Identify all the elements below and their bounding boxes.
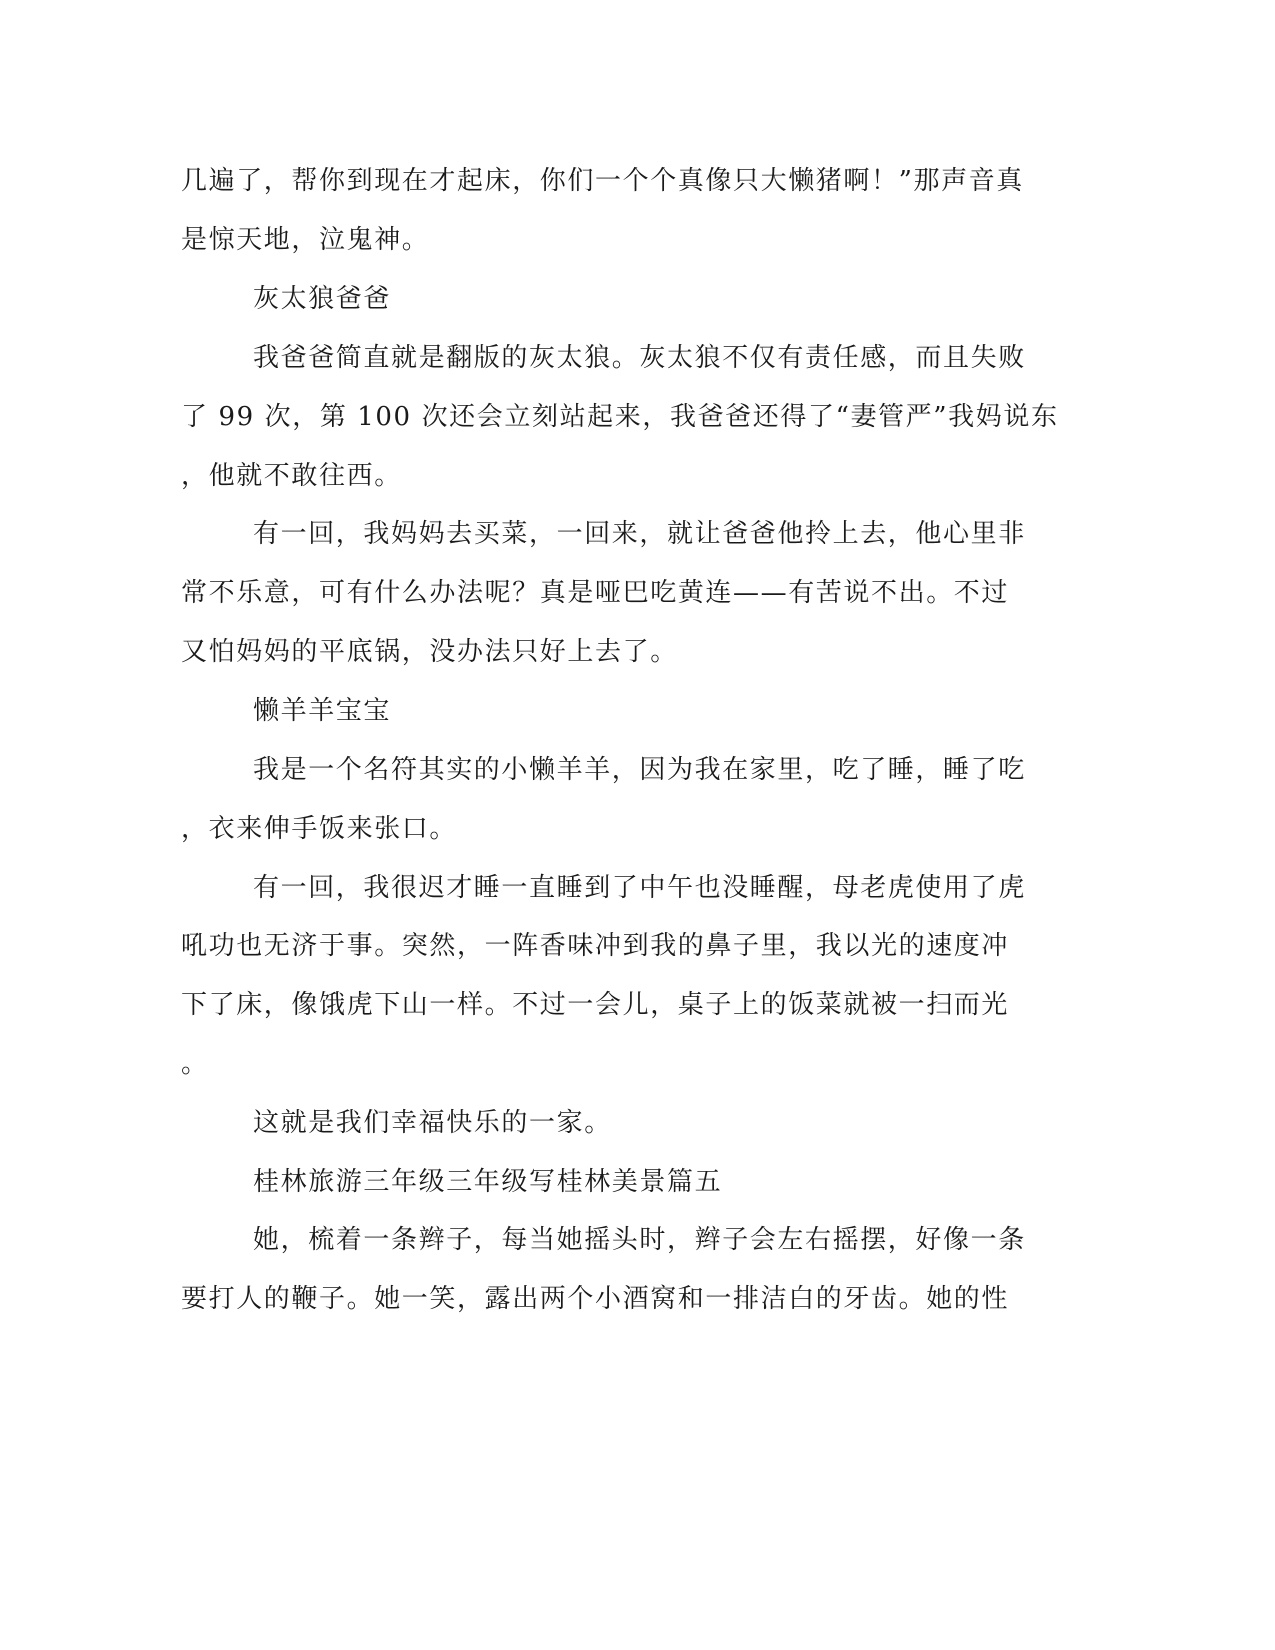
text-line: 了 99 次，第 100 次还会立刻站起来，我爸爸还得了“妻管严”我妈说东 [181, 402, 1059, 432]
text-line: 我爸爸简直就是翻版的灰太狼。灰太狼不仅有责任感，而且失败 [253, 343, 1026, 373]
text-line: 常不乐意，可有什么办法呢？真是哑巴吃黄连——有苦说不出。不过 [181, 578, 1010, 608]
text-line: 吼功也无济于事。突然，一阵香味冲到我的鼻子里，我以光的速度冲 [181, 931, 1010, 961]
section-heading: 桂林旅游三年级三年级写桂林美景篇五 [253, 1167, 723, 1197]
text-line: 有一回，我很迟才睡一直睡到了中午也没睡醒，母老虎使用了虎 [253, 873, 1026, 903]
section-heading: 懒羊羊宝宝 [253, 696, 392, 726]
text-line: 要打人的鞭子。她一笑，露出两个小酒窝和一排洁白的牙齿。她的性 [181, 1284, 1010, 1314]
text-line: 。 [181, 1049, 209, 1079]
text-line: 下了床，像饿虎下山一样。不过一会儿，桌子上的饭菜就被一扫而光 [181, 990, 1010, 1020]
text-line: ，他就不敢往西。 [181, 461, 402, 491]
text-line: ，衣来伸手饭来张口。 [181, 814, 458, 844]
text-line: 是惊天地，泣鬼神。 [181, 225, 430, 255]
text-line: 有一回，我妈妈去买菜，一回来，就让爸爸他拎上去，他心里非 [253, 519, 1026, 549]
text-line: 我是一个名符其实的小懒羊羊，因为我在家里，吃了睡，睡了吃 [253, 755, 1026, 785]
text-line: 又怕妈妈的平底锅，没办法只好上去了。 [181, 637, 678, 667]
text-line: 她，梳着一条辫子，每当她摇头时，辫子会左右摇摆，好像一条 [253, 1225, 1026, 1255]
section-heading: 灰太狼爸爸 [253, 284, 392, 314]
text-line: 这就是我们幸福快乐的一家。 [253, 1108, 612, 1138]
text-line: 几遍了，帮你到现在才起床，你们一个个真像只大懒猪啊！”那声音真 [181, 166, 1024, 196]
